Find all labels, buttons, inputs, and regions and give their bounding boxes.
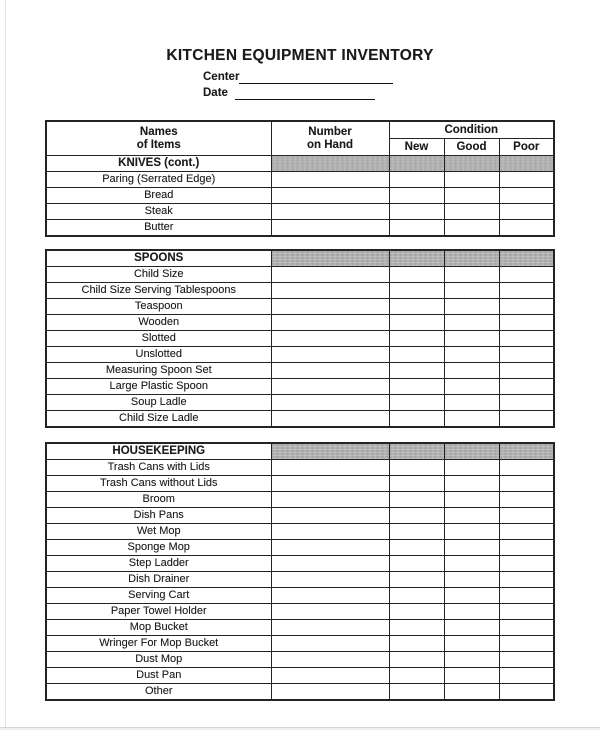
item-row <box>46 204 554 220</box>
condition-new-blank-cell <box>389 395 444 411</box>
condition-good-blank-cell <box>444 395 499 411</box>
item-row <box>46 315 554 331</box>
date-blank-line <box>235 86 375 100</box>
item-row <box>46 267 554 283</box>
condition-good-blank-cell <box>444 620 499 636</box>
item-name-cell: Trash Cans without Lids <box>46 476 271 492</box>
number-on-hand-blank-cell <box>271 556 389 572</box>
form-header-fields <box>203 70 600 102</box>
section-shaded-condition-poor-cell <box>499 250 554 267</box>
page-title: KITCHEN EQUIPMENT INVENTORY <box>166 47 434 64</box>
number-on-hand-blank-cell <box>271 299 389 315</box>
number-on-hand-blank-cell <box>271 204 389 220</box>
condition-good-blank-cell <box>444 267 499 283</box>
item-name-cell: Bread <box>46 188 271 204</box>
item-name-cell: Slotted <box>46 331 271 347</box>
section-shaded-condition-good-cell <box>444 156 499 172</box>
condition-poor-blank-cell <box>499 347 554 363</box>
column-header-poor: Poor <box>499 139 554 156</box>
number-on-hand-blank-cell <box>271 668 389 684</box>
condition-good-blank-cell <box>444 556 499 572</box>
item-name-cell: Trash Cans with Lids <box>46 460 271 476</box>
item-name-cell: Paring (Serrated Edge) <box>46 172 271 188</box>
item-row <box>46 604 554 620</box>
number-on-hand-blank-cell <box>271 188 389 204</box>
section-header-row <box>46 250 554 267</box>
condition-new-blank-cell <box>389 460 444 476</box>
condition-poor-blank-cell <box>499 267 554 283</box>
item-row <box>46 379 554 395</box>
condition-new-blank-cell <box>389 204 444 220</box>
section-shaded-number-on-hand-cell <box>271 156 389 172</box>
item-row <box>46 556 554 572</box>
section-shaded-number-on-hand-cell <box>271 443 389 460</box>
section-heading: HOUSEKEEPING <box>46 443 271 460</box>
item-row <box>46 652 554 668</box>
condition-new-blank-cell <box>389 572 444 588</box>
section-shaded-condition-poor-cell <box>499 156 554 172</box>
item-row <box>46 411 554 428</box>
number-on-hand-blank-cell <box>271 220 389 237</box>
names-line-2: of Items <box>136 138 181 151</box>
condition-poor-blank-cell <box>499 172 554 188</box>
condition-poor-blank-cell <box>499 668 554 684</box>
number-on-hand-blank-cell <box>271 636 389 652</box>
item-row <box>46 299 554 315</box>
number-on-hand-blank-cell <box>271 524 389 540</box>
section-shaded-condition-poor-cell <box>499 443 554 460</box>
inventory-table-knives <box>45 120 555 237</box>
page-left-edge <box>5 0 6 730</box>
condition-new-blank-cell <box>389 476 444 492</box>
section-shaded-condition-new-cell <box>389 443 444 460</box>
condition-poor-blank-cell <box>499 331 554 347</box>
item-row <box>46 540 554 556</box>
item-name-cell: Dust Pan <box>46 668 271 684</box>
item-name-cell: Child Size <box>46 267 271 283</box>
section-shaded-condition-new-cell <box>389 156 444 172</box>
condition-good-blank-cell <box>444 347 499 363</box>
date-label: Date <box>203 87 228 99</box>
item-name-cell: Dish Drainer <box>46 572 271 588</box>
item-row <box>46 347 554 363</box>
number-on-hand-blank-cell <box>271 620 389 636</box>
condition-new-blank-cell <box>389 315 444 331</box>
condition-good-blank-cell <box>444 188 499 204</box>
number-line-1: Number <box>308 125 352 138</box>
number-on-hand-blank-cell <box>271 604 389 620</box>
condition-good-blank-cell <box>444 379 499 395</box>
condition-good-blank-cell <box>444 540 499 556</box>
column-header-condition: Condition <box>389 121 554 139</box>
item-row <box>46 588 554 604</box>
condition-good-blank-cell <box>444 363 499 379</box>
section-header-row <box>46 156 554 172</box>
condition-new-blank-cell <box>389 540 444 556</box>
condition-new-blank-cell <box>389 347 444 363</box>
item-row <box>46 172 554 188</box>
condition-new-blank-cell <box>389 172 444 188</box>
item-name-cell: Step Ladder <box>46 556 271 572</box>
column-header-good: Good <box>444 139 499 156</box>
center-field <box>203 70 600 86</box>
condition-good-blank-cell <box>444 524 499 540</box>
condition-new-blank-cell <box>389 684 444 701</box>
condition-poor-blank-cell <box>499 652 554 668</box>
item-name-cell: Dust Mop <box>46 652 271 668</box>
date-field <box>203 86 600 102</box>
item-row <box>46 684 554 701</box>
item-row <box>46 636 554 652</box>
condition-new-blank-cell <box>389 363 444 379</box>
names-line-1: Names <box>139 125 178 138</box>
condition-new-blank-cell <box>389 188 444 204</box>
condition-poor-blank-cell <box>499 411 554 428</box>
condition-good-blank-cell <box>444 476 499 492</box>
inventory-table-housekeeping <box>45 442 555 701</box>
item-name-cell: Wooden <box>46 315 271 331</box>
condition-new-blank-cell <box>389 411 444 428</box>
table-header-row-1 <box>46 121 554 139</box>
condition-poor-blank-cell <box>499 476 554 492</box>
item-row <box>46 283 554 299</box>
number-on-hand-blank-cell <box>271 652 389 668</box>
condition-good-blank-cell <box>444 411 499 428</box>
page-bottom-edge <box>0 727 600 728</box>
condition-good-blank-cell <box>444 572 499 588</box>
center-label: Center <box>203 71 240 83</box>
item-name-cell: Child Size Serving Tablespoons <box>46 283 271 299</box>
item-row <box>46 220 554 237</box>
number-on-hand-blank-cell <box>271 460 389 476</box>
number-on-hand-blank-cell <box>271 572 389 588</box>
condition-good-blank-cell <box>444 331 499 347</box>
condition-poor-blank-cell <box>499 299 554 315</box>
item-name-cell: Steak <box>46 204 271 220</box>
condition-poor-blank-cell <box>499 636 554 652</box>
number-on-hand-blank-cell <box>271 267 389 283</box>
condition-new-blank-cell <box>389 652 444 668</box>
item-name-cell: Paper Towel Holder <box>46 604 271 620</box>
item-row <box>46 668 554 684</box>
item-row <box>46 492 554 508</box>
condition-new-blank-cell <box>389 556 444 572</box>
condition-good-blank-cell <box>444 492 499 508</box>
number-on-hand-blank-cell <box>271 540 389 556</box>
number-on-hand-blank-cell <box>271 411 389 428</box>
item-row <box>46 524 554 540</box>
item-name-cell: Child Size Ladle <box>46 411 271 428</box>
item-row <box>46 188 554 204</box>
condition-poor-blank-cell <box>499 315 554 331</box>
condition-good-blank-cell <box>444 220 499 237</box>
section-shaded-condition-new-cell <box>389 250 444 267</box>
condition-poor-blank-cell <box>499 684 554 701</box>
number-on-hand-blank-cell <box>271 315 389 331</box>
condition-new-blank-cell <box>389 524 444 540</box>
number-on-hand-blank-cell <box>271 508 389 524</box>
condition-new-blank-cell <box>389 283 444 299</box>
section-header-row <box>46 443 554 460</box>
item-row <box>46 363 554 379</box>
condition-good-blank-cell <box>444 652 499 668</box>
condition-good-blank-cell <box>444 299 499 315</box>
condition-poor-blank-cell <box>499 620 554 636</box>
section-shaded-number-on-hand-cell <box>271 250 389 267</box>
condition-poor-blank-cell <box>499 572 554 588</box>
section-heading: KNIVES (cont.) <box>46 156 271 172</box>
condition-good-blank-cell <box>444 283 499 299</box>
condition-poor-blank-cell <box>499 283 554 299</box>
item-name-cell: Wet Mop <box>46 524 271 540</box>
item-row <box>46 331 554 347</box>
condition-poor-blank-cell <box>499 492 554 508</box>
column-header-new: New <box>389 139 444 156</box>
condition-new-blank-cell <box>389 220 444 237</box>
section-shaded-condition-good-cell <box>444 443 499 460</box>
condition-poor-blank-cell <box>499 556 554 572</box>
number-on-hand-blank-cell <box>271 588 389 604</box>
item-name-cell: Serving Cart <box>46 588 271 604</box>
item-name-cell: Wringer For Mop Bucket <box>46 636 271 652</box>
condition-new-blank-cell <box>389 379 444 395</box>
number-on-hand-blank-cell <box>271 684 389 701</box>
condition-good-blank-cell <box>444 460 499 476</box>
item-row <box>46 460 554 476</box>
condition-good-blank-cell <box>444 684 499 701</box>
item-name-cell: Dish Pans <box>46 508 271 524</box>
number-on-hand-blank-cell <box>271 363 389 379</box>
condition-good-blank-cell <box>444 588 499 604</box>
condition-new-blank-cell <box>389 508 444 524</box>
item-row <box>46 508 554 524</box>
item-row <box>46 620 554 636</box>
number-line-2: on Hand <box>307 138 353 151</box>
condition-new-blank-cell <box>389 588 444 604</box>
condition-good-blank-cell <box>444 204 499 220</box>
condition-good-blank-cell <box>444 508 499 524</box>
condition-poor-blank-cell <box>499 588 554 604</box>
condition-poor-blank-cell <box>499 395 554 411</box>
condition-good-blank-cell <box>444 668 499 684</box>
condition-new-blank-cell <box>389 604 444 620</box>
condition-poor-blank-cell <box>499 604 554 620</box>
number-on-hand-blank-cell <box>271 283 389 299</box>
number-on-hand-blank-cell <box>271 492 389 508</box>
item-name-cell: Teaspoon <box>46 299 271 315</box>
condition-new-blank-cell <box>389 492 444 508</box>
condition-poor-blank-cell <box>499 508 554 524</box>
item-name-cell: Butter <box>46 220 271 237</box>
condition-poor-blank-cell <box>499 204 554 220</box>
condition-poor-blank-cell <box>499 363 554 379</box>
item-name-cell: Mop Bucket <box>46 620 271 636</box>
condition-good-blank-cell <box>444 315 499 331</box>
item-name-cell: Measuring Spoon Set <box>46 363 271 379</box>
column-header-names-of-items <box>46 121 271 156</box>
number-on-hand-blank-cell <box>271 172 389 188</box>
condition-poor-blank-cell <box>499 540 554 556</box>
item-row <box>46 395 554 411</box>
condition-poor-blank-cell <box>499 188 554 204</box>
condition-new-blank-cell <box>389 620 444 636</box>
item-row <box>46 572 554 588</box>
condition-new-blank-cell <box>389 331 444 347</box>
item-name-cell: Broom <box>46 492 271 508</box>
item-name-cell: Sponge Mop <box>46 540 271 556</box>
condition-poor-blank-cell <box>499 220 554 237</box>
number-on-hand-blank-cell <box>271 347 389 363</box>
condition-poor-blank-cell <box>499 379 554 395</box>
condition-poor-blank-cell <box>499 460 554 476</box>
condition-new-blank-cell <box>389 299 444 315</box>
item-name-cell: Unslotted <box>46 347 271 363</box>
item-name-cell: Soup Ladle <box>46 395 271 411</box>
condition-new-blank-cell <box>389 668 444 684</box>
condition-new-blank-cell <box>389 267 444 283</box>
section-heading: SPOONS <box>46 250 271 267</box>
condition-good-blank-cell <box>444 604 499 620</box>
number-on-hand-blank-cell <box>271 379 389 395</box>
number-on-hand-blank-cell <box>271 331 389 347</box>
center-blank-line <box>239 70 393 84</box>
condition-good-blank-cell <box>444 172 499 188</box>
section-shaded-condition-good-cell <box>444 250 499 267</box>
condition-new-blank-cell <box>389 636 444 652</box>
condition-poor-blank-cell <box>499 524 554 540</box>
item-name-cell: Large Plastic Spoon <box>46 379 271 395</box>
number-on-hand-blank-cell <box>271 476 389 492</box>
item-row <box>46 476 554 492</box>
item-name-cell: Other <box>46 684 271 701</box>
column-header-number-on-hand <box>271 121 389 156</box>
condition-good-blank-cell <box>444 636 499 652</box>
number-on-hand-blank-cell <box>271 395 389 411</box>
inventory-table-spoons <box>45 249 555 428</box>
